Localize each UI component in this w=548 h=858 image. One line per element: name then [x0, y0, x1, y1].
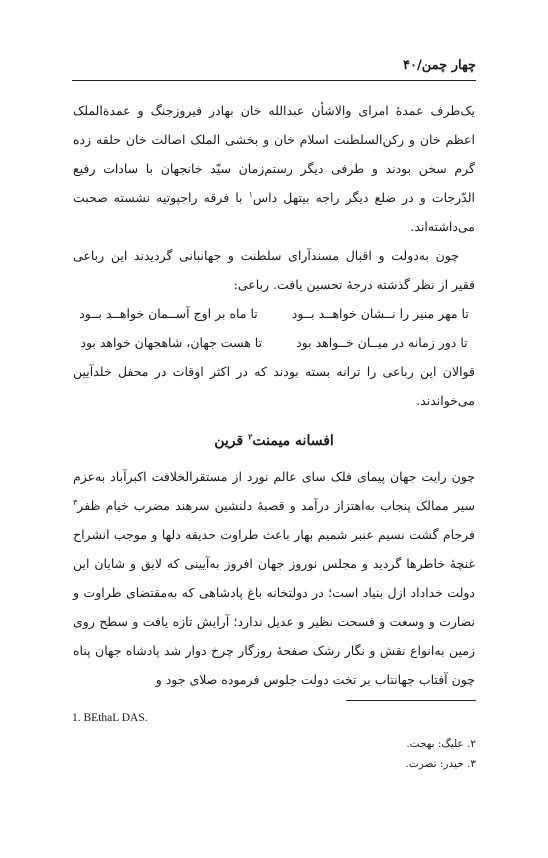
hemistich: تا ماه بر اوج آســمان خواهــد بــود	[79, 306, 258, 321]
footnote-2: ۲. علیگ: بهجت.	[406, 738, 476, 750]
paragraph-4	[73, 462, 475, 694]
paragraph-1-text-after: با فرقه راجپوتیه نشسته صحبت می‌داشته‌اند.	[73, 190, 475, 234]
body-text	[73, 96, 475, 694]
poem-line-1	[79, 299, 469, 328]
hemistich: تا هست جهان، شاهجهان خواهد بود	[80, 335, 263, 350]
paragraph-4-text-after: فرجام گشت نسیم عنبر شمیم بهار باعث طراوت حدیقه دلها و موجب انشراح غنچهٔ خاطرها گردید و مجلس نوروز جهان افروز به‌آیینی که لایق و شایان این دولت خداداد ازل بنیاد است؛ در دولتخانه باغ پادشاهی که به‌مقتضای طراوت و نضارت و وسعت و فسحت نظیر و عدیل ندارد؛ آرایش تازه یافت و سطح روی زمین به‌انواع نقش و نگار رشک صفحهٔ روزگار چرخ دوار شد پادشاه جهان پناه چون آفتاب جهانتاب بر تخت دولت جلوس فرموده صلای جود و	[73, 527, 475, 687]
ruba-i-poem	[73, 299, 475, 357]
paragraph-1	[73, 96, 475, 241]
poem-line-2	[80, 328, 467, 357]
section-title	[73, 427, 475, 456]
running-header	[72, 58, 476, 81]
hemistich: تا مهر منیر را نــشان خواهــد بــود	[291, 306, 469, 321]
footnote-divider	[346, 700, 476, 701]
footnote-ref-2[interactable]: ۲	[248, 431, 253, 442]
footnotes	[72, 712, 476, 774]
header-title: چهار چمن/۴۰	[403, 58, 476, 73]
section-title-after: قرین	[214, 433, 249, 449]
footnote-ref-1[interactable]: ۱	[248, 189, 253, 199]
footnote-3: ۳. حیدر: نصرت.	[405, 758, 476, 770]
paragraph-4-text: چون رایت جهان پیمای فلک سای عالم نورد از مستقرالخلافت اکبرآباد به‌عزم سیر ممالک پنجاب به‌اهتزاز درآمد و قصبهٔ دلنشین سرهند مضرب خیام ظفر	[73, 469, 475, 513]
section-title-text: افسانه میمنت	[252, 433, 334, 449]
paragraph-1-text: یک‌طرف عمدهٔ امرای والاشأن عبدالله خان بهادر فیروزجنگ و عمدةالملک اعظم خان و رکن‌السلطنت اسلام خان و بخشی الملک اصالت خان حلقه زده گرم سخن بودند و طرفی دیگر رستم‌زمان سیّد خانجهان با سادات رفیع الدّرجات و در ضلع دیگر راجه بیتهل داس	[73, 103, 476, 205]
footnote-ref-3[interactable]: ۳	[73, 497, 78, 507]
footnote-1: 1. BEthaL DAS.	[72, 712, 148, 724]
paragraph-3: قوالان این رباعی را ترانه بسته بودند که در اکثر اوقات در محفل خلدآیین می‌خواندند.	[73, 364, 475, 408]
paragraph-2: چون به‌دولت و اقبال مسندآرای سلطنت و جهانبانی گردیدند این رباعی فقیر از نظر گذشته درجهٔ تحسین یافت. رباعی:	[73, 248, 475, 292]
hemistich: تا دور زمانه در میــان خــواهد بود	[296, 335, 468, 350]
